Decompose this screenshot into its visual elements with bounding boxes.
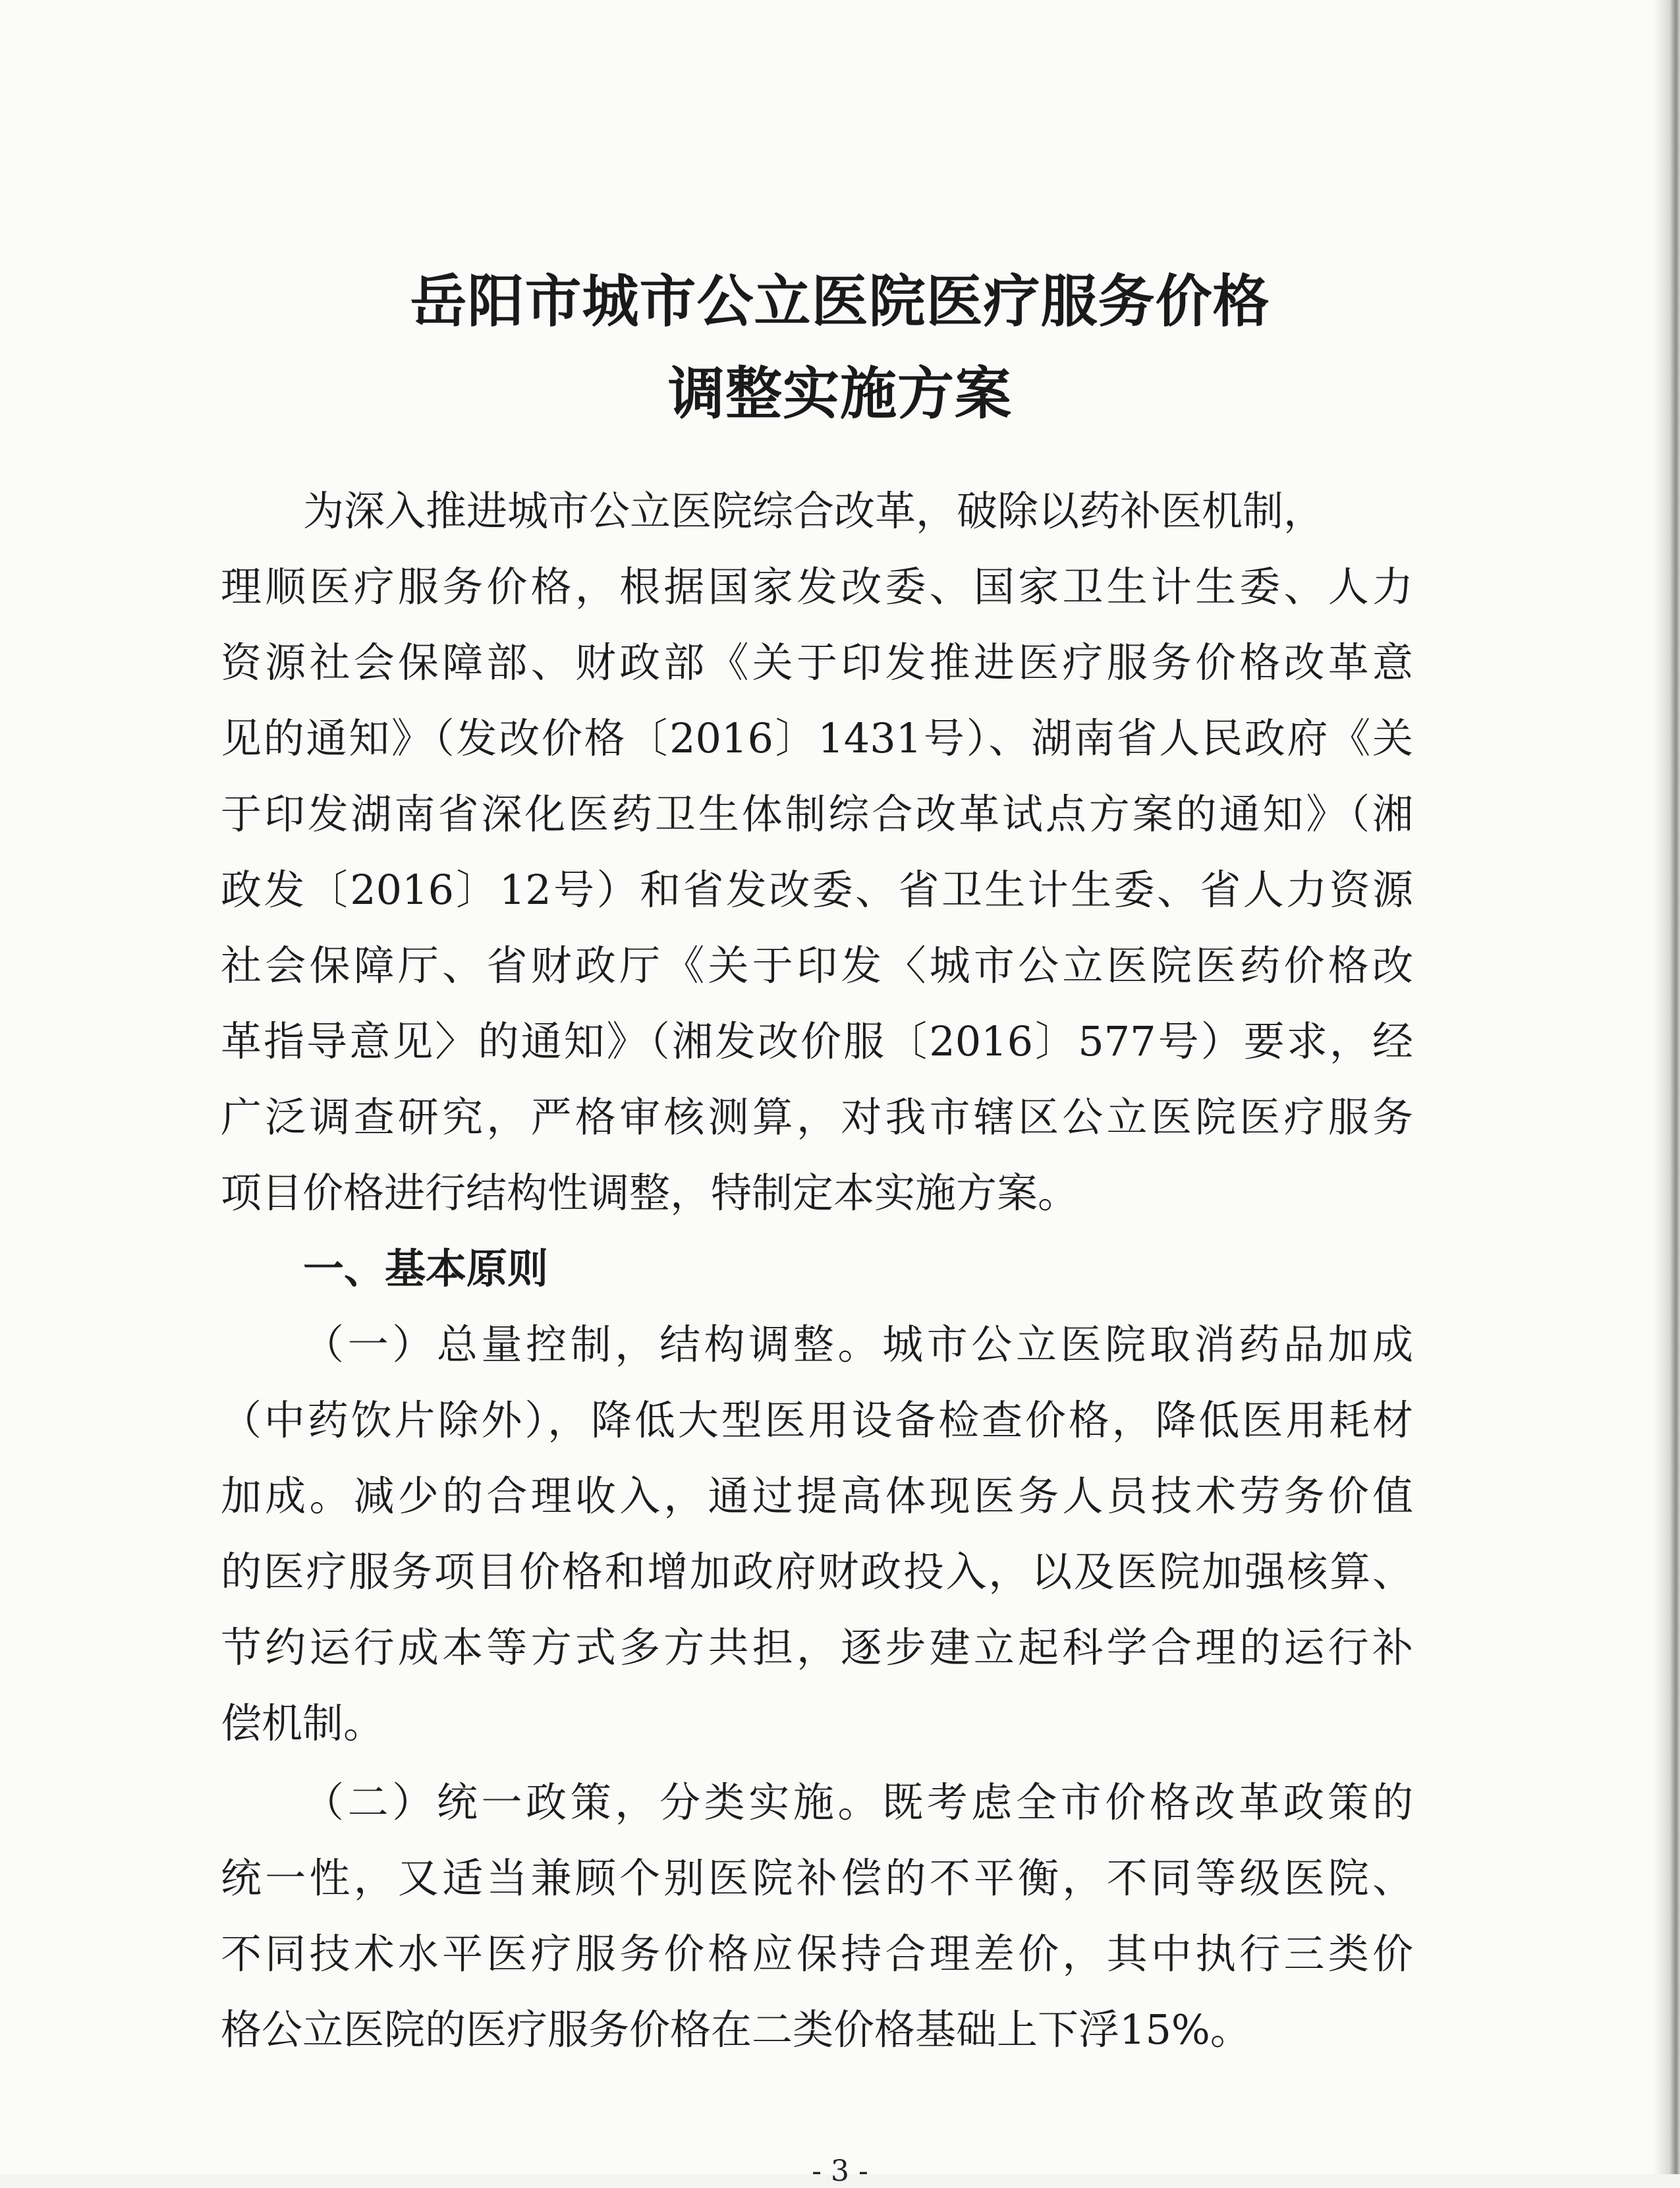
intro-line: 社会保障厅、省财政厅《关于印发〈城市公立医院医药价格改 xyxy=(221,941,1413,990)
intro-line: 广泛调查研究，严格审核测算，对我市辖区公立医院医疗服务 xyxy=(221,1093,1413,1141)
intro-line: 革指导意见〉的通知》（湘发改价服〔2016〕577号）要求，经 xyxy=(221,1017,1413,1065)
para1-line: （中药饮片除外），降低大型医用设备检查价格，降低医用耗材 xyxy=(221,1396,1413,1444)
para2-line: 格公立医院的医疗服务价格在二类价格基础上下浮15%。 xyxy=(221,2006,1251,2054)
para2-line: 不同技术水平医疗服务价格应保持合理差价，其中执行三类价 xyxy=(221,1930,1413,1978)
intro-line: 项目价格进行结构性调整，特制定本实施方案。 xyxy=(221,1169,1079,1217)
document-title-line-2: 调整实施方案 xyxy=(668,360,1012,427)
intro-line: 政发〔2016〕12号）和省发改委、省卫生计生委、省人力资源 xyxy=(221,866,1413,914)
intro-line: 为深入推进城市公立医院综合改革，破除以药补医机制， xyxy=(303,487,1325,535)
para1-line: 的医疗服务项目价格和增加政府财政投入，以及医院加强核算、 xyxy=(221,1548,1413,1596)
intro-line: 理顺医疗服务价格，根据国家发改委、国家卫生计生委、人力 xyxy=(221,563,1413,611)
document-title-line-1: 岳阳市城市公立医院医疗服务价格 xyxy=(410,268,1270,335)
section-heading: 一、基本原则 xyxy=(303,1245,549,1293)
para1-line: 节约运行成本等方式多方共担，逐步建立起科学合理的运行补 xyxy=(221,1623,1413,1671)
intro-line: 见的通知》（发改价格〔2016〕1431号）、湖南省人民政府《关 xyxy=(221,714,1413,762)
para2-line: 统一性，又适当兼顾个别医院补偿的不平衡，不同等级医院、 xyxy=(221,1854,1413,1902)
para1-line: 加成。减少的合理收入，通过提高体现医务人员技术劳务价值 xyxy=(221,1472,1413,1520)
page-number: - 3 - xyxy=(812,2154,868,2188)
intro-line: 于印发湖南省深化医药卫生体制综合改革试点方案的通知》（湘 xyxy=(221,790,1413,838)
para1-line: （一）总量控制，结构调整。城市公立医院取消药品加成 xyxy=(303,1320,1413,1368)
intro-line: 资源社会保障部、财政部《关于印发推进医疗服务价格改革意 xyxy=(221,638,1413,687)
para2-line: （二）统一政策，分类实施。既考虑全市价格改革政策的 xyxy=(303,1778,1413,1826)
para1-line: 偿机制。 xyxy=(221,1699,385,1747)
